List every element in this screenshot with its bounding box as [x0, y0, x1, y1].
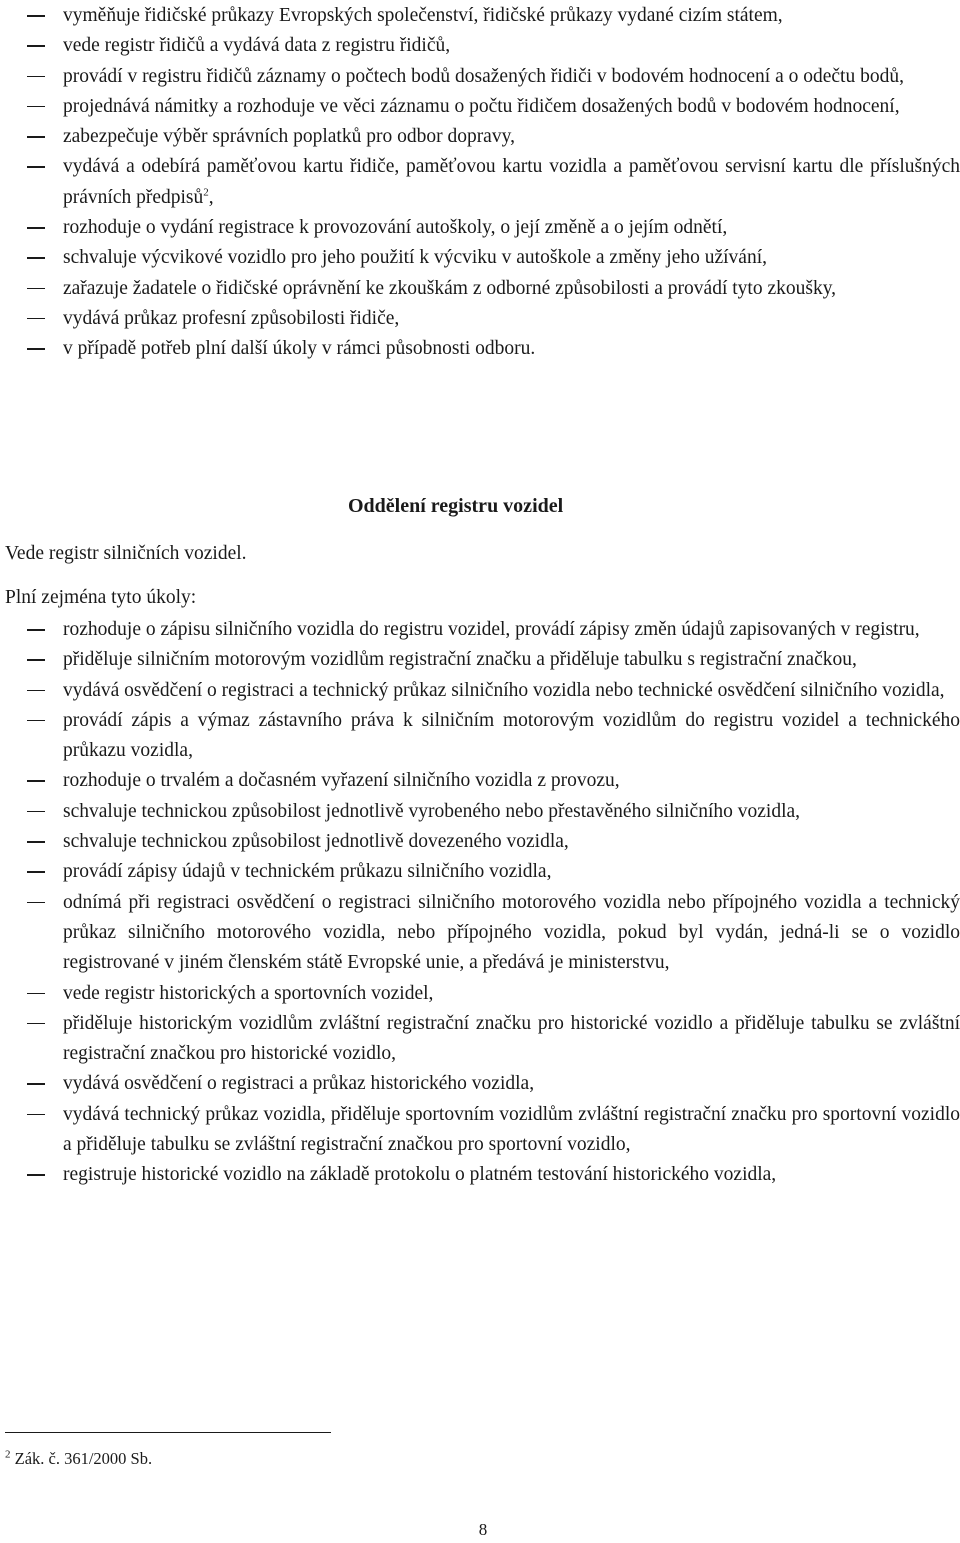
tasks-paragraph: Plní zejména tyto úkoly: [5, 587, 197, 608]
list-item [0, 1160, 960, 1190]
footnote [5, 1448, 152, 1470]
list-item [0, 766, 960, 796]
list-item [0, 827, 960, 857]
section-heading: Oddělení registru vozidel [348, 495, 564, 517]
dash-bullet [27, 166, 45, 168]
list-item [0, 706, 960, 767]
dash-bullet [27, 288, 45, 290]
list-item-text: provádí v registru řidičů záznamy o počtech bodů dosažených řidiči v bodovém hodnocení a o odečtu bodů, [63, 65, 904, 87]
dash-bullet [27, 1114, 45, 1116]
footnote-number: 2 [5, 1448, 11, 1461]
list-item [0, 1009, 960, 1070]
dash-bullet [27, 45, 45, 47]
footnote-text: Zák. č. 361/2000 Sb. [14, 1449, 153, 1468]
list-item [0, 92, 960, 122]
list-item-text: vydává průkaz profesní způsobilosti řidiče, [63, 307, 400, 329]
list-item-text: vede registr historických a sportovních vozidel, [63, 982, 434, 1004]
dash-bullet [27, 348, 45, 350]
dash-bullet [27, 720, 45, 722]
list-item [0, 888, 960, 979]
dash-bullet [27, 136, 45, 138]
list-item [0, 857, 960, 887]
list-item-text: vydává osvědčení o registraci a průkaz historického vozidla, [63, 1073, 535, 1095]
dash-bullet [27, 106, 45, 108]
dash-bullet [27, 780, 45, 782]
dash-bullet [27, 871, 45, 873]
page-number-block [0, 1520, 960, 1540]
list-item-text: vydává osvědčení o registraci a technický průkaz silničního vozidla nebo technické osvědčení silničního vozidla, [63, 679, 945, 701]
duties-list-vehicle-registry [0, 615, 960, 1191]
list-item-text: provádí zápisy údajů v technickém průkazu silničního vozidla, [63, 861, 552, 883]
dash-bullet [27, 1023, 45, 1025]
list-item-text: přiděluje silničním motorovým vozidlům registrační značku a přiděluje tabulku s registrační značkou, [63, 649, 857, 671]
list-item [0, 334, 960, 364]
list-item-text: schvaluje výcvikové vozidlo pro jeho použití k výcviku v autoškole a změny jeho užívání, [63, 247, 767, 269]
list-item-text: zabezpečuje výběr správních poplatků pro odbor dopravy, [63, 126, 515, 148]
list-item-text: vede registr řidičů a vydává data z registru řidičů, [63, 35, 451, 57]
list-item-text: odnímá při registraci osvědčení o registraci silničního motorového vozidla nebo přípojného vozidla a technický průkaz silničního motorového vozidla, nebo přípojného vozidla, pokud byl vydán, jedná-li se o vozidlo registrované v jiném členském státě Evropské unie, a předává je ministerstvu, [63, 891, 960, 974]
list-item [0, 304, 960, 334]
dash-bullet [27, 659, 45, 661]
dash-bullet [27, 257, 45, 259]
dash-bullet [27, 811, 45, 813]
intro-paragraph: Vede registr silničních vozidel. [5, 543, 247, 564]
list-item [0, 676, 960, 706]
list-item-text: vydává a odebírá paměťovou kartu řidiče, paměťovou kartu vozidla a paměťovou servisní kartu dle příslušných právních předpisů [63, 156, 960, 208]
footnote-ref[interactable]: 2 [203, 186, 209, 199]
list-item-text: schvaluje technickou způsobilost jednotlivě dovezeného vozidla, [63, 831, 569, 853]
list-item [0, 243, 960, 273]
dash-bullet [27, 690, 45, 692]
dash-bullet [27, 629, 45, 631]
list-item-suffix: , [208, 186, 214, 208]
list-item-text: přiděluje historickým vozidlům zvláštní registrační značku pro historické vozidlo a přiděluje tabulku se zvláštní registrační značkou pro historické vozidlo, [63, 1012, 960, 1065]
list-item [0, 213, 960, 243]
list-item [0, 615, 960, 645]
list-item-text: zařazuje žadatele o řidičské oprávnění ke zkouškám z odborné způsobilosti a provádí tyto zkoušky, [63, 277, 837, 299]
dash-bullet [27, 902, 45, 904]
dash-bullet [27, 15, 45, 17]
dash-bullet [27, 318, 45, 320]
list-item-text: vydává technický průkaz vozidla, přiděluje sportovním vozidlům zvláštní registrační značku pro sportovní vozidlo a přiděluje tabulku se zvláštní registrační značkou pro sportovní vozidlo, [63, 1103, 960, 1156]
list-item [0, 152, 960, 213]
list-item-text: provádí zápis a výmaz zástavního práva k silničním motorovým vozidlům do registru vozidel a technického průkazu vozidla, [63, 709, 960, 762]
dash-bullet [27, 1174, 45, 1176]
list-item [0, 1, 960, 31]
dash-bullet [27, 841, 45, 843]
list-item [0, 1100, 960, 1161]
list-item-text: schvaluje technickou způsobilost jednotlivě vyrobeného nebo přestavěného silničního vozidla, [63, 800, 801, 822]
list-item [0, 62, 960, 92]
duties-list-drivers [0, 0, 960, 365]
list-item-text: rozhoduje o vydání registrace k provozování autoškoly, o její změně a o jejím odnětí, [63, 217, 728, 239]
list-item-text: projednává námitky a rozhoduje ve věci záznamu o počtu řidičem dosažených bodů v bodovém hodnocení, [63, 95, 900, 117]
dash-bullet [27, 1083, 45, 1085]
list-item-text: vyměňuje řidičské průkazy Evropských společenství, řidičské průkazy vydané cizím státem, [63, 5, 783, 26]
footnote-separator [5, 1432, 331, 1433]
page-number: 8 [478, 1520, 488, 1539]
dash-bullet [27, 993, 45, 995]
list-item [0, 31, 960, 61]
dash-bullet [27, 227, 45, 229]
dash-bullet [27, 76, 45, 78]
list-item [0, 274, 960, 304]
list-item-text: rozhoduje o trvalém a dočasném vyřazení silničního vozidla z provozu, [63, 770, 620, 792]
list-item-text: rozhoduje o zápisu silničního vozidla do registru vozidel, provádí zápisy změn údajů zapisovaných v registru, [63, 619, 920, 640]
list-item [0, 122, 960, 152]
list-item [0, 979, 960, 1009]
list-item-text: v případě potřeb plní další úkoly v rámci působnosti odboru. [63, 338, 536, 360]
list-item [0, 1069, 960, 1099]
list-item [0, 797, 960, 827]
list-item [0, 645, 960, 675]
list-item-text: registruje historické vozidlo na základě protokolu o platném testování historického vozidla, [63, 1164, 777, 1186]
